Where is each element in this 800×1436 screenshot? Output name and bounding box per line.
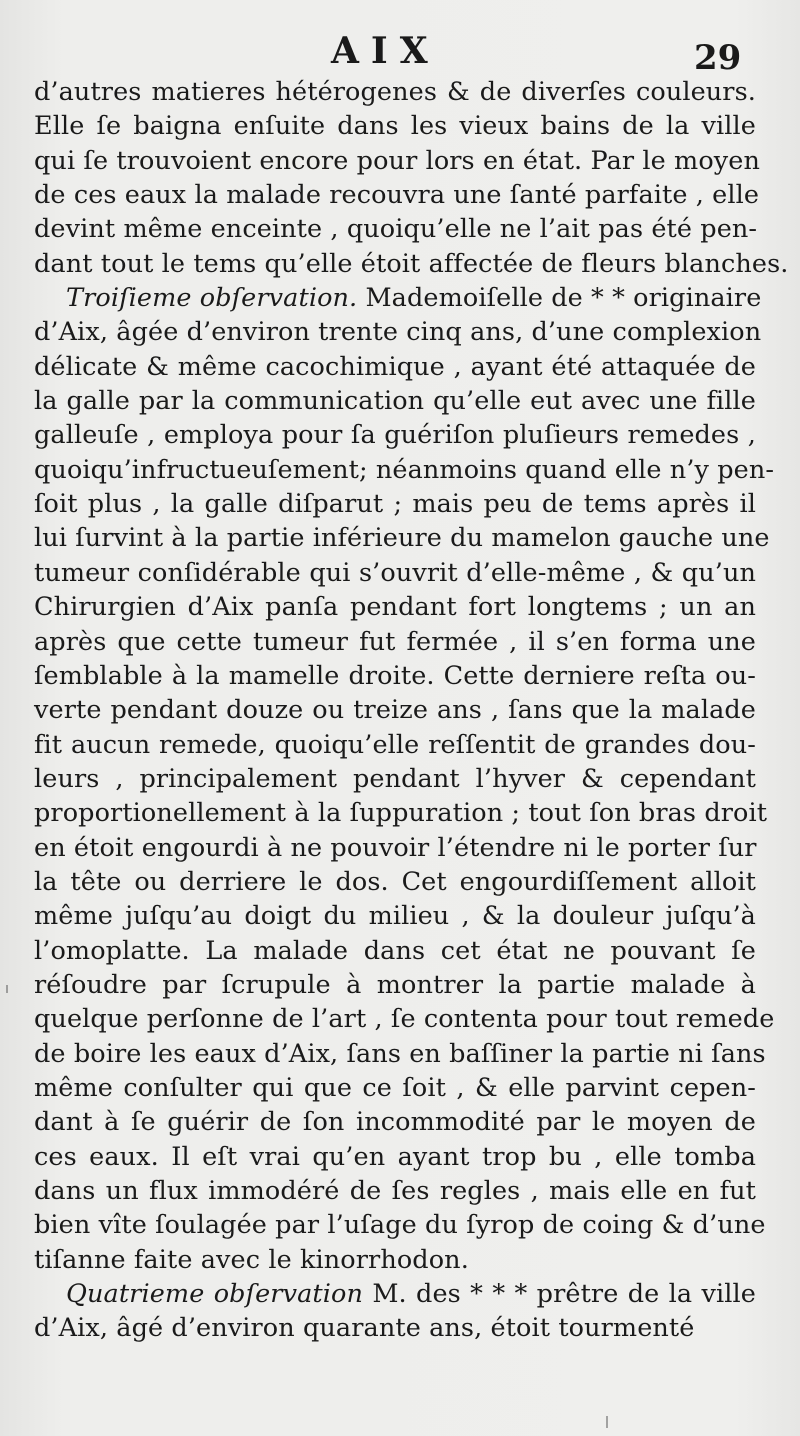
text-line	[34, 247, 789, 281]
text-line	[34, 1208, 766, 1242]
line-text: quoiqu’infructueuſement; néanmoins quand elle n’y pen-	[34, 454, 775, 485]
line-text: fit aucun remede, quoiqu’elle reſſentit de grandes dou-	[34, 729, 756, 760]
line-text: devint même enceinte , quoiqu’elle ne l’ait pas été pen-	[34, 214, 758, 245]
text-line	[34, 281, 762, 315]
line-text: tumeur conſidérable qui s’ouvrit d’elle-même , & qu’un	[34, 557, 756, 588]
text-line	[34, 109, 756, 143]
line-text: l’omoplatte. La malade dans cet état ne pouvant ſe	[34, 935, 756, 966]
text-line	[34, 384, 756, 418]
text-line	[34, 556, 756, 590]
text-line	[34, 144, 760, 178]
text-line	[34, 968, 756, 1002]
text-line	[34, 521, 770, 555]
text-line	[34, 1243, 756, 1277]
line-text: d’autres matieres hétérogenes & de diverſes couleurs.	[34, 77, 756, 107]
line-text: dans un flux immodéré de ſes regles , mais elle en fut	[34, 1176, 756, 1206]
line-text: Chirurgien d’Aix panſa pendant fort longtems ; un an	[34, 592, 756, 623]
text-line	[34, 934, 756, 968]
page-number: 29	[694, 38, 742, 78]
line-text: lui ſurvint à la partie inférieure du mamelon gauche une	[34, 523, 770, 554]
text-line	[34, 1174, 756, 1208]
observation-heading: Quatrieme obſervation	[66, 1279, 363, 1310]
line-text: verte pendant douze ou treize ans , ſans que la malade	[34, 695, 756, 726]
text-line	[34, 1277, 756, 1311]
text-line	[34, 1037, 766, 1071]
paper-speck	[6, 985, 8, 993]
line-text: ſemblable à la mamelle droite. Cette derniere reſta ou-	[34, 660, 756, 691]
line-text: de ces eaux la malade recouvra une ſanté parfaite , elle	[34, 180, 760, 211]
running-title: AIX	[331, 30, 440, 72]
line-text: quelque perſonne de l’art , ſe contenta pour tout remede	[34, 1004, 775, 1035]
text-line	[34, 350, 756, 384]
line-text: dant tout le tems qu’elle étoit affectée de fleurs blanches.	[34, 248, 789, 279]
line-text: même conſulter qui que ce ſoit , & elle parvint cepen-	[34, 1072, 756, 1103]
observation-heading: Troiſieme obſervation.	[66, 283, 358, 314]
line-text: ces eaux. Il eſt vrai qu’en ayant trop bu , elle tomba	[34, 1141, 756, 1172]
running-head	[0, 30, 800, 80]
line-text: bien vîte ſoulagée par l’uſage du ſyrop de coing & d’une	[34, 1210, 766, 1241]
line-text: après que cette tumeur fut fermée , il s’en forma une	[34, 626, 756, 657]
text-line	[34, 625, 756, 659]
text-line	[34, 1105, 756, 1139]
line-text: la tête ou derriere le dos. Cet engourdiſſement alloit	[34, 866, 756, 897]
text-line	[34, 487, 756, 521]
line-text: Elle ſe baigna enſuite dans les vieux bains de la ville	[34, 111, 756, 142]
line-text: galleuſe , employa pour ſa guériſon pluſieurs remedes ,	[34, 420, 756, 451]
text-line	[34, 590, 756, 624]
text-line	[34, 178, 760, 212]
text-line	[34, 1311, 756, 1345]
text-line	[34, 659, 756, 693]
line-text: proportionellement à la ſuppuration ; tout ſon bras droit	[34, 798, 768, 829]
line-text: d’Aix, âgé d’environ quarante ans, étoit tourmenté	[34, 1313, 695, 1344]
line-text: dant à ſe guérir de ſon incommodité par le moyen de	[34, 1107, 756, 1138]
text-line	[34, 212, 756, 246]
text-line	[34, 418, 756, 452]
text-line	[34, 796, 768, 830]
line-text: réſoudre par ſcrupule à montrer la partie malade à	[34, 969, 756, 1000]
body-text	[34, 75, 789, 1346]
line-text: de boire les eaux d’Aix, ſans en baſſiner la partie ni ſans	[34, 1038, 766, 1069]
line-text: en étoit engourdi à ne pouvoir l’étendre ni le porter ſur	[34, 832, 757, 863]
text-line	[34, 1071, 756, 1105]
line-text: M. des * * * prêtre de la ville	[363, 1279, 756, 1310]
text-line	[34, 75, 756, 109]
line-text: Mademoiſelle de * * originaire	[357, 283, 762, 314]
line-text: tiſanne faite avec le kinorrhodon.	[34, 1244, 469, 1275]
line-text: leurs , principalement pendant l’hyver & cependant	[34, 763, 756, 794]
line-text: qui ſe trouvoient encore pour lors en état. Par le moyen	[34, 145, 760, 176]
text-line	[34, 728, 756, 762]
text-line	[34, 762, 756, 796]
line-text: délicate & même cacochimique , ayant été attaquée de	[34, 351, 756, 382]
line-text: d’Aix, âgée d’environ trente cinq ans, d’une complexion	[34, 317, 762, 348]
line-text: ſoit plus , la galle diſparut ; mais peu de tems après il	[34, 489, 756, 520]
text-line	[34, 865, 756, 899]
text-line	[34, 693, 756, 727]
text-line	[34, 1002, 775, 1036]
text-line	[34, 831, 756, 865]
line-text: même juſqu’au doigt du milieu , & la douleur juſqu’à	[34, 901, 756, 932]
text-line	[34, 1140, 756, 1174]
paper-speck	[606, 1416, 608, 1428]
text-line	[34, 899, 756, 933]
text-line	[34, 315, 762, 349]
line-text: la galle par la communication qu’elle eut avec une fille	[34, 386, 756, 417]
text-line	[34, 453, 775, 487]
